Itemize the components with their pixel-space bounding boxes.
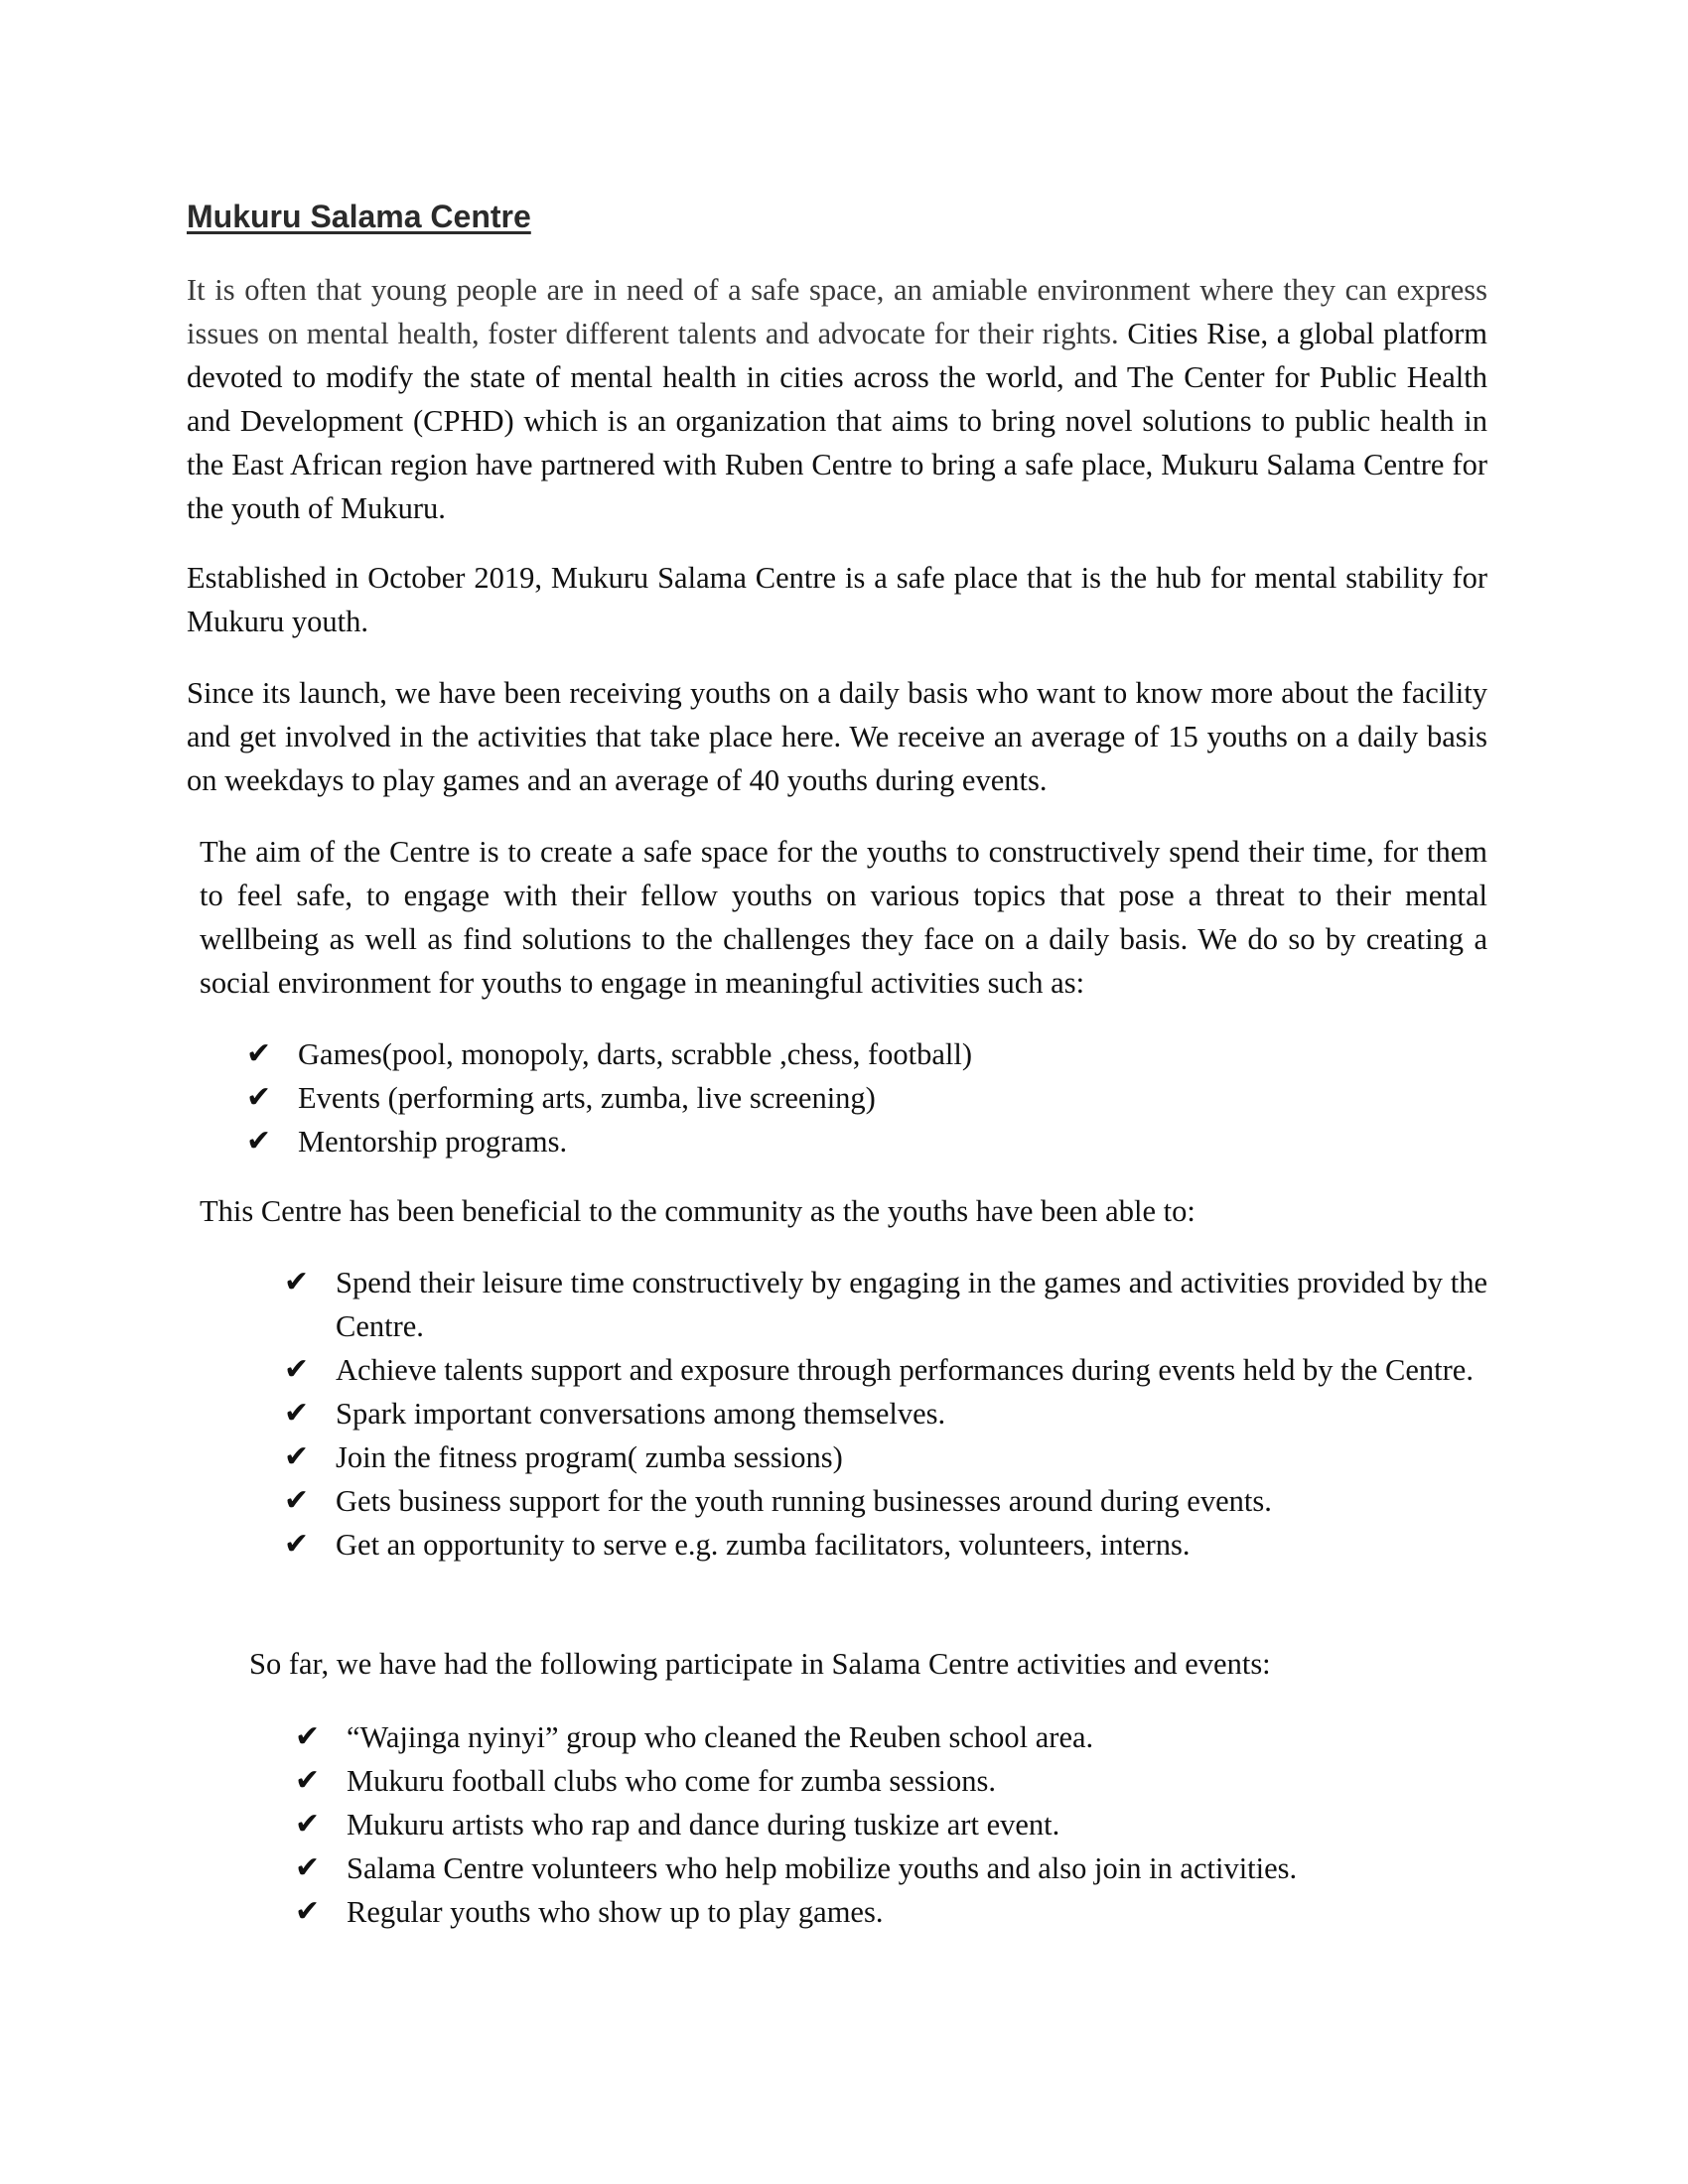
checkmark-icon: ✔ (246, 1124, 272, 1159)
checkmark-icon: ✔ (295, 1763, 321, 1798)
checkmark-icon: ✔ (295, 1719, 321, 1754)
checkmark-icon: ✔ (295, 1807, 321, 1842)
document-title: Mukuru Salama Centre (187, 199, 531, 234)
checkmark-icon: ✔ (284, 1396, 310, 1431)
list-item (295, 1803, 1487, 1846)
list-item (246, 1032, 1487, 1076)
checkmark-icon: ✔ (295, 1850, 321, 1885)
checkmark-icon: ✔ (284, 1527, 310, 1562)
checkmark-icon: ✔ (284, 1265, 310, 1299)
activity-text: Games(pool, monopoly, darts, scrabble ,chess, football) (298, 1037, 973, 1071)
checkmark-icon: ✔ (284, 1352, 310, 1387)
activity-text: Events (performing arts, zumba, live screening) (298, 1081, 876, 1115)
participant-text: Salama Centre volunteers who help mobilize youths and also join in activities. (347, 1851, 1298, 1885)
list-item (295, 1846, 1487, 1890)
intro-paragraph-part-a: It is often that young people are in need of a safe space, an amiable environment where they can express issues on mental health, foster different talents and advocate for their rights. (187, 273, 1487, 350)
activity-text: Mentorship programs. (298, 1125, 568, 1159)
participants-list (295, 1715, 1487, 1934)
participant-text: Mukuru football clubs who come for zumba sessions. (347, 1764, 996, 1798)
launch-paragraph: Since its launch, we have been receiving youths on a daily basis who want to know more about the facility and get involved in the activities that take place here. We receive an average of 15 youths on a daily basis on weekdays to play games and an average of 40 youths during events. (187, 676, 1487, 797)
benefit-text: Get an opportunity to serve e.g. zumba facilitators, volunteers, interns. (336, 1528, 1191, 1562)
list-item (284, 1392, 1487, 1435)
list-item (246, 1120, 1487, 1163)
intro-paragraph-part-b: Cities Rise, a global platform devoted to modify the state of mental health in cities across the world, and The Center for Public Health and Development (CPHD) which is an organization that aims to bring novel solutions to public health in the East African region have partnered with Ruben Centre to bring a safe place, Mukuru Salama Centre for the youth of Mukuru. (187, 317, 1487, 525)
list-item (295, 1759, 1487, 1803)
checkmark-icon: ✔ (284, 1483, 310, 1518)
participant-text: Regular youths who show up to play games. (347, 1895, 884, 1929)
checkmark-icon: ✔ (295, 1894, 321, 1929)
benefit-text: Achieve talents support and exposure through performances during events held by the Centre. (336, 1353, 1474, 1387)
list-item (284, 1435, 1487, 1479)
checkmark-icon: ✔ (284, 1439, 310, 1474)
beneficial-paragraph: This Centre has been beneficial to the community as the youths have been able to: (200, 1194, 1196, 1228)
participant-text: “Wajinga nyinyi” group who cleaned the Reuben school area. (347, 1720, 1094, 1754)
list-item (284, 1523, 1487, 1567)
benefit-text: Join the fitness program( zumba sessions) (336, 1440, 843, 1474)
benefit-text: Spark important conversations among themselves. (336, 1397, 946, 1431)
established-paragraph: Established in October 2019, Mukuru Salama Centre is a safe place that is the hub for mental stability for Mukuru youth. (187, 561, 1487, 638)
benefits-list (284, 1261, 1487, 1567)
list-item (284, 1479, 1487, 1523)
aim-paragraph: The aim of the Centre is to create a safe space for the youths to constructively spend their time, for them to feel safe, to engage with their fellow youths on various topics that pose a threat to their mental wellbeing as well as find solutions to the challenges they face on a daily basis. We do so by creating a social environment for youths to engage in meaningful activities such as: (200, 835, 1487, 1000)
participant-text: Mukuru artists who rap and dance during tuskize art event. (347, 1808, 1060, 1842)
intro-paragraph (187, 268, 1487, 530)
participants-paragraph: So far, we have had the following participate in Salama Centre activities and events: (249, 1647, 1271, 1681)
benefit-text: Gets business support for the youth running businesses around during events. (336, 1484, 1272, 1518)
list-item (284, 1348, 1487, 1392)
list-item (295, 1890, 1487, 1934)
activities-list (246, 1032, 1487, 1163)
checkmark-icon: ✔ (246, 1036, 272, 1071)
benefit-text: Spend their leisure time constructively by engaging in the games and activities provided by the Centre. (336, 1266, 1487, 1343)
checkmark-icon: ✔ (246, 1080, 272, 1115)
list-item (284, 1261, 1487, 1348)
list-item (295, 1715, 1487, 1759)
list-item (246, 1076, 1487, 1120)
